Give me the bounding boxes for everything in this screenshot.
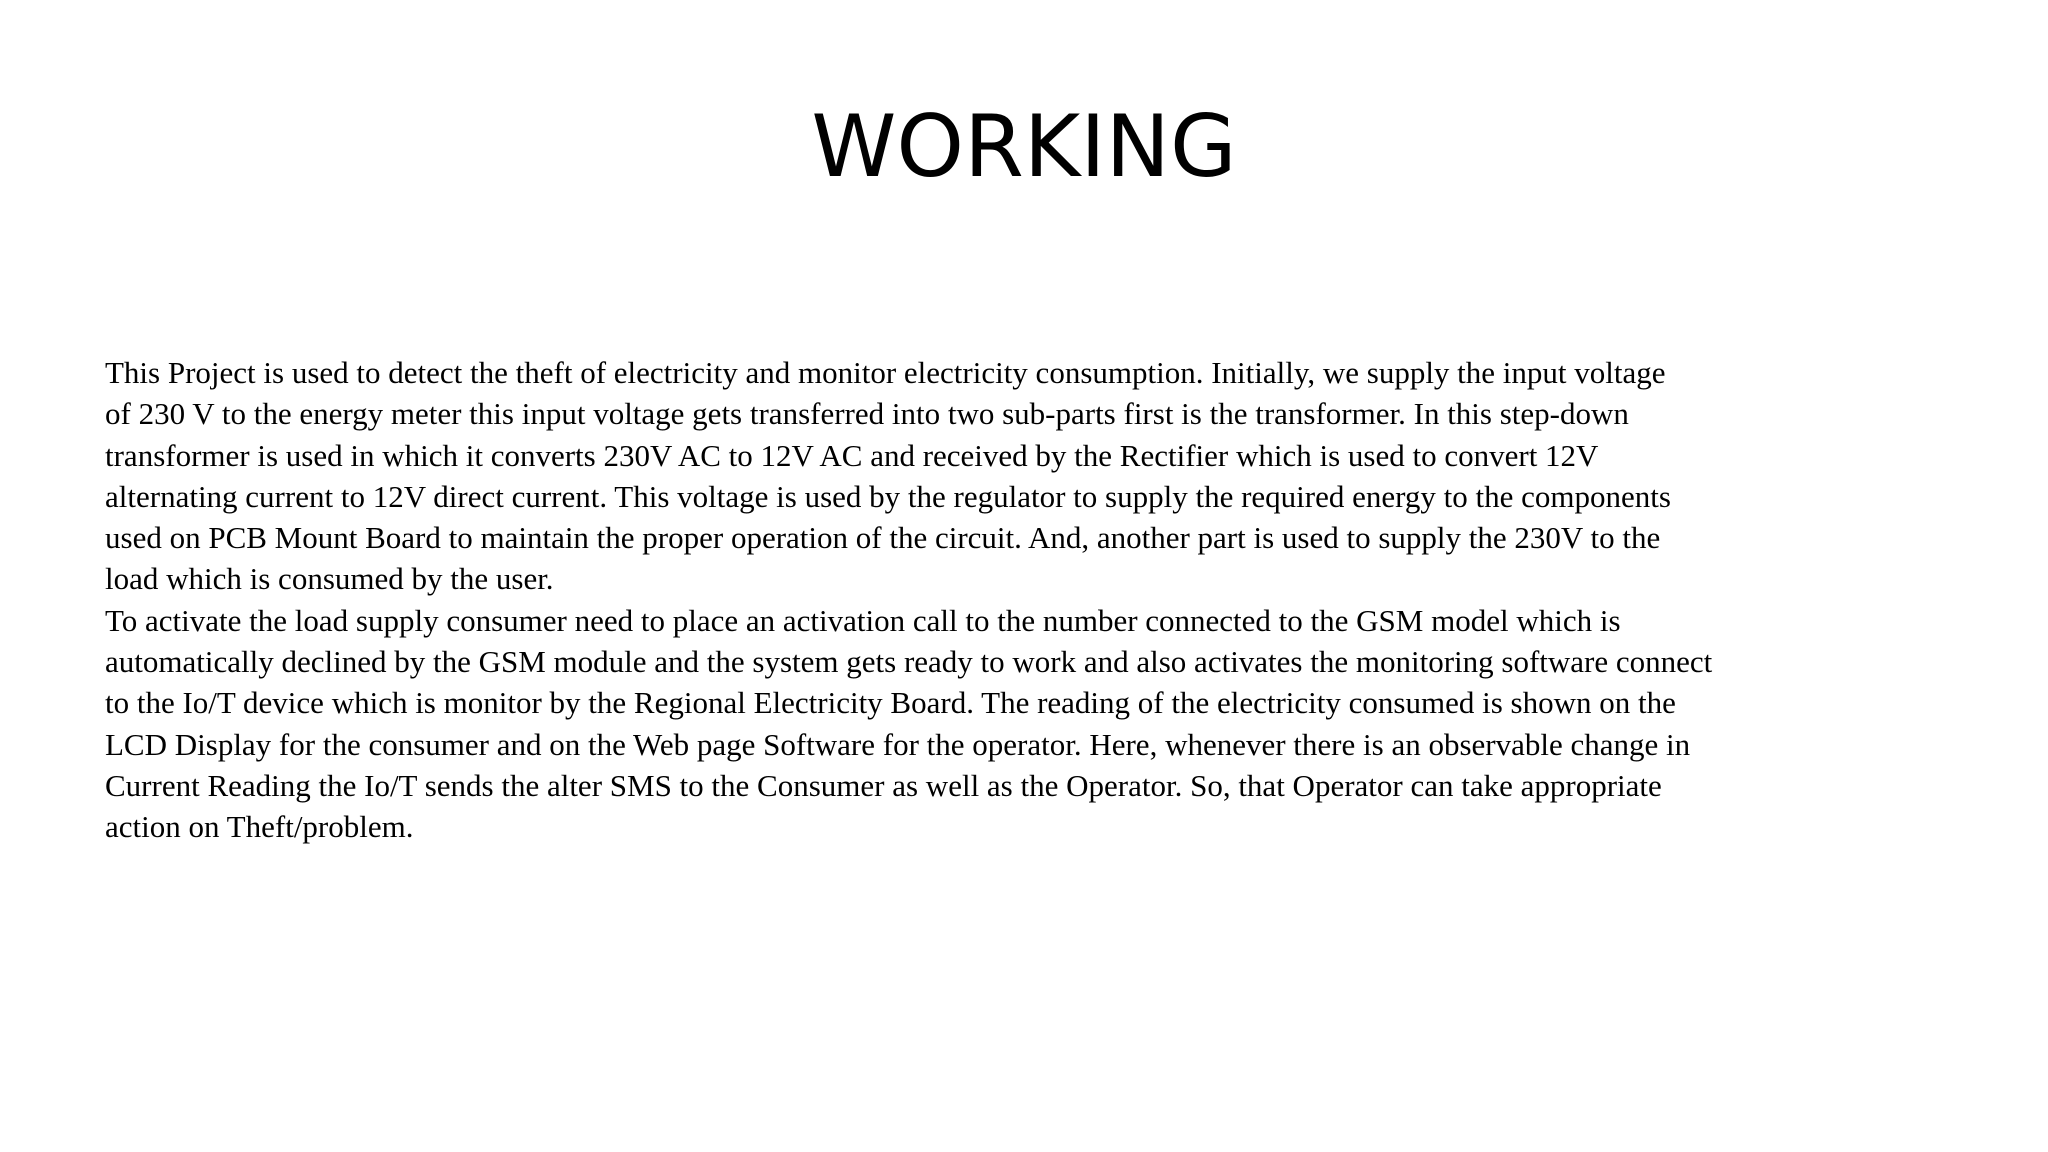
body-line: action on Theft/problem.	[105, 809, 414, 845]
body-line: Current Reading the Io/T sends the alter SMS to the Consumer as well as the Operator. So, that Operator can take appropriate	[105, 767, 1662, 803]
body-line: automatically declined by the GSM module and the system gets ready to work and also activates the monitoring software connect	[105, 644, 1713, 680]
slide-title: WORKING	[811, 97, 1237, 197]
body-line: transformer is used in which it converts 230V AC to 12V AC and received by the Rectifier which is used to convert 12V	[105, 437, 1599, 473]
body-line: LCD Display for the consumer and on the Web page Software for the operator. Here, whenever there is an observable change in	[105, 726, 1691, 762]
body-line: This Project is used to detect the theft of electricity and monitor electricity consumption. Initially, we supply the input voltage	[105, 355, 1666, 390]
body-line: alternating current to 12V direct current. This voltage is used by the regulator to supply the required energy to the components	[105, 478, 1671, 514]
slide-body	[105, 352, 1945, 848]
body-line: of 230 V to the energy meter this input voltage gets transferred into two sub-parts first is the transformer. In this step-down	[105, 396, 1629, 432]
body-line: To activate the load supply consumer need to place an activation call to the number connected to the GSM model which is	[105, 602, 1621, 638]
body-line: used on PCB Mount Board to maintain the proper operation of the circuit. And, another part is used to supply the 230V to the	[105, 520, 1661, 556]
body-line: load which is consumed by the user.	[105, 561, 554, 597]
body-line: to the Io/T device which is monitor by the Regional Electricity Board. The reading of the electricity consumed is shown on the	[105, 685, 1676, 721]
